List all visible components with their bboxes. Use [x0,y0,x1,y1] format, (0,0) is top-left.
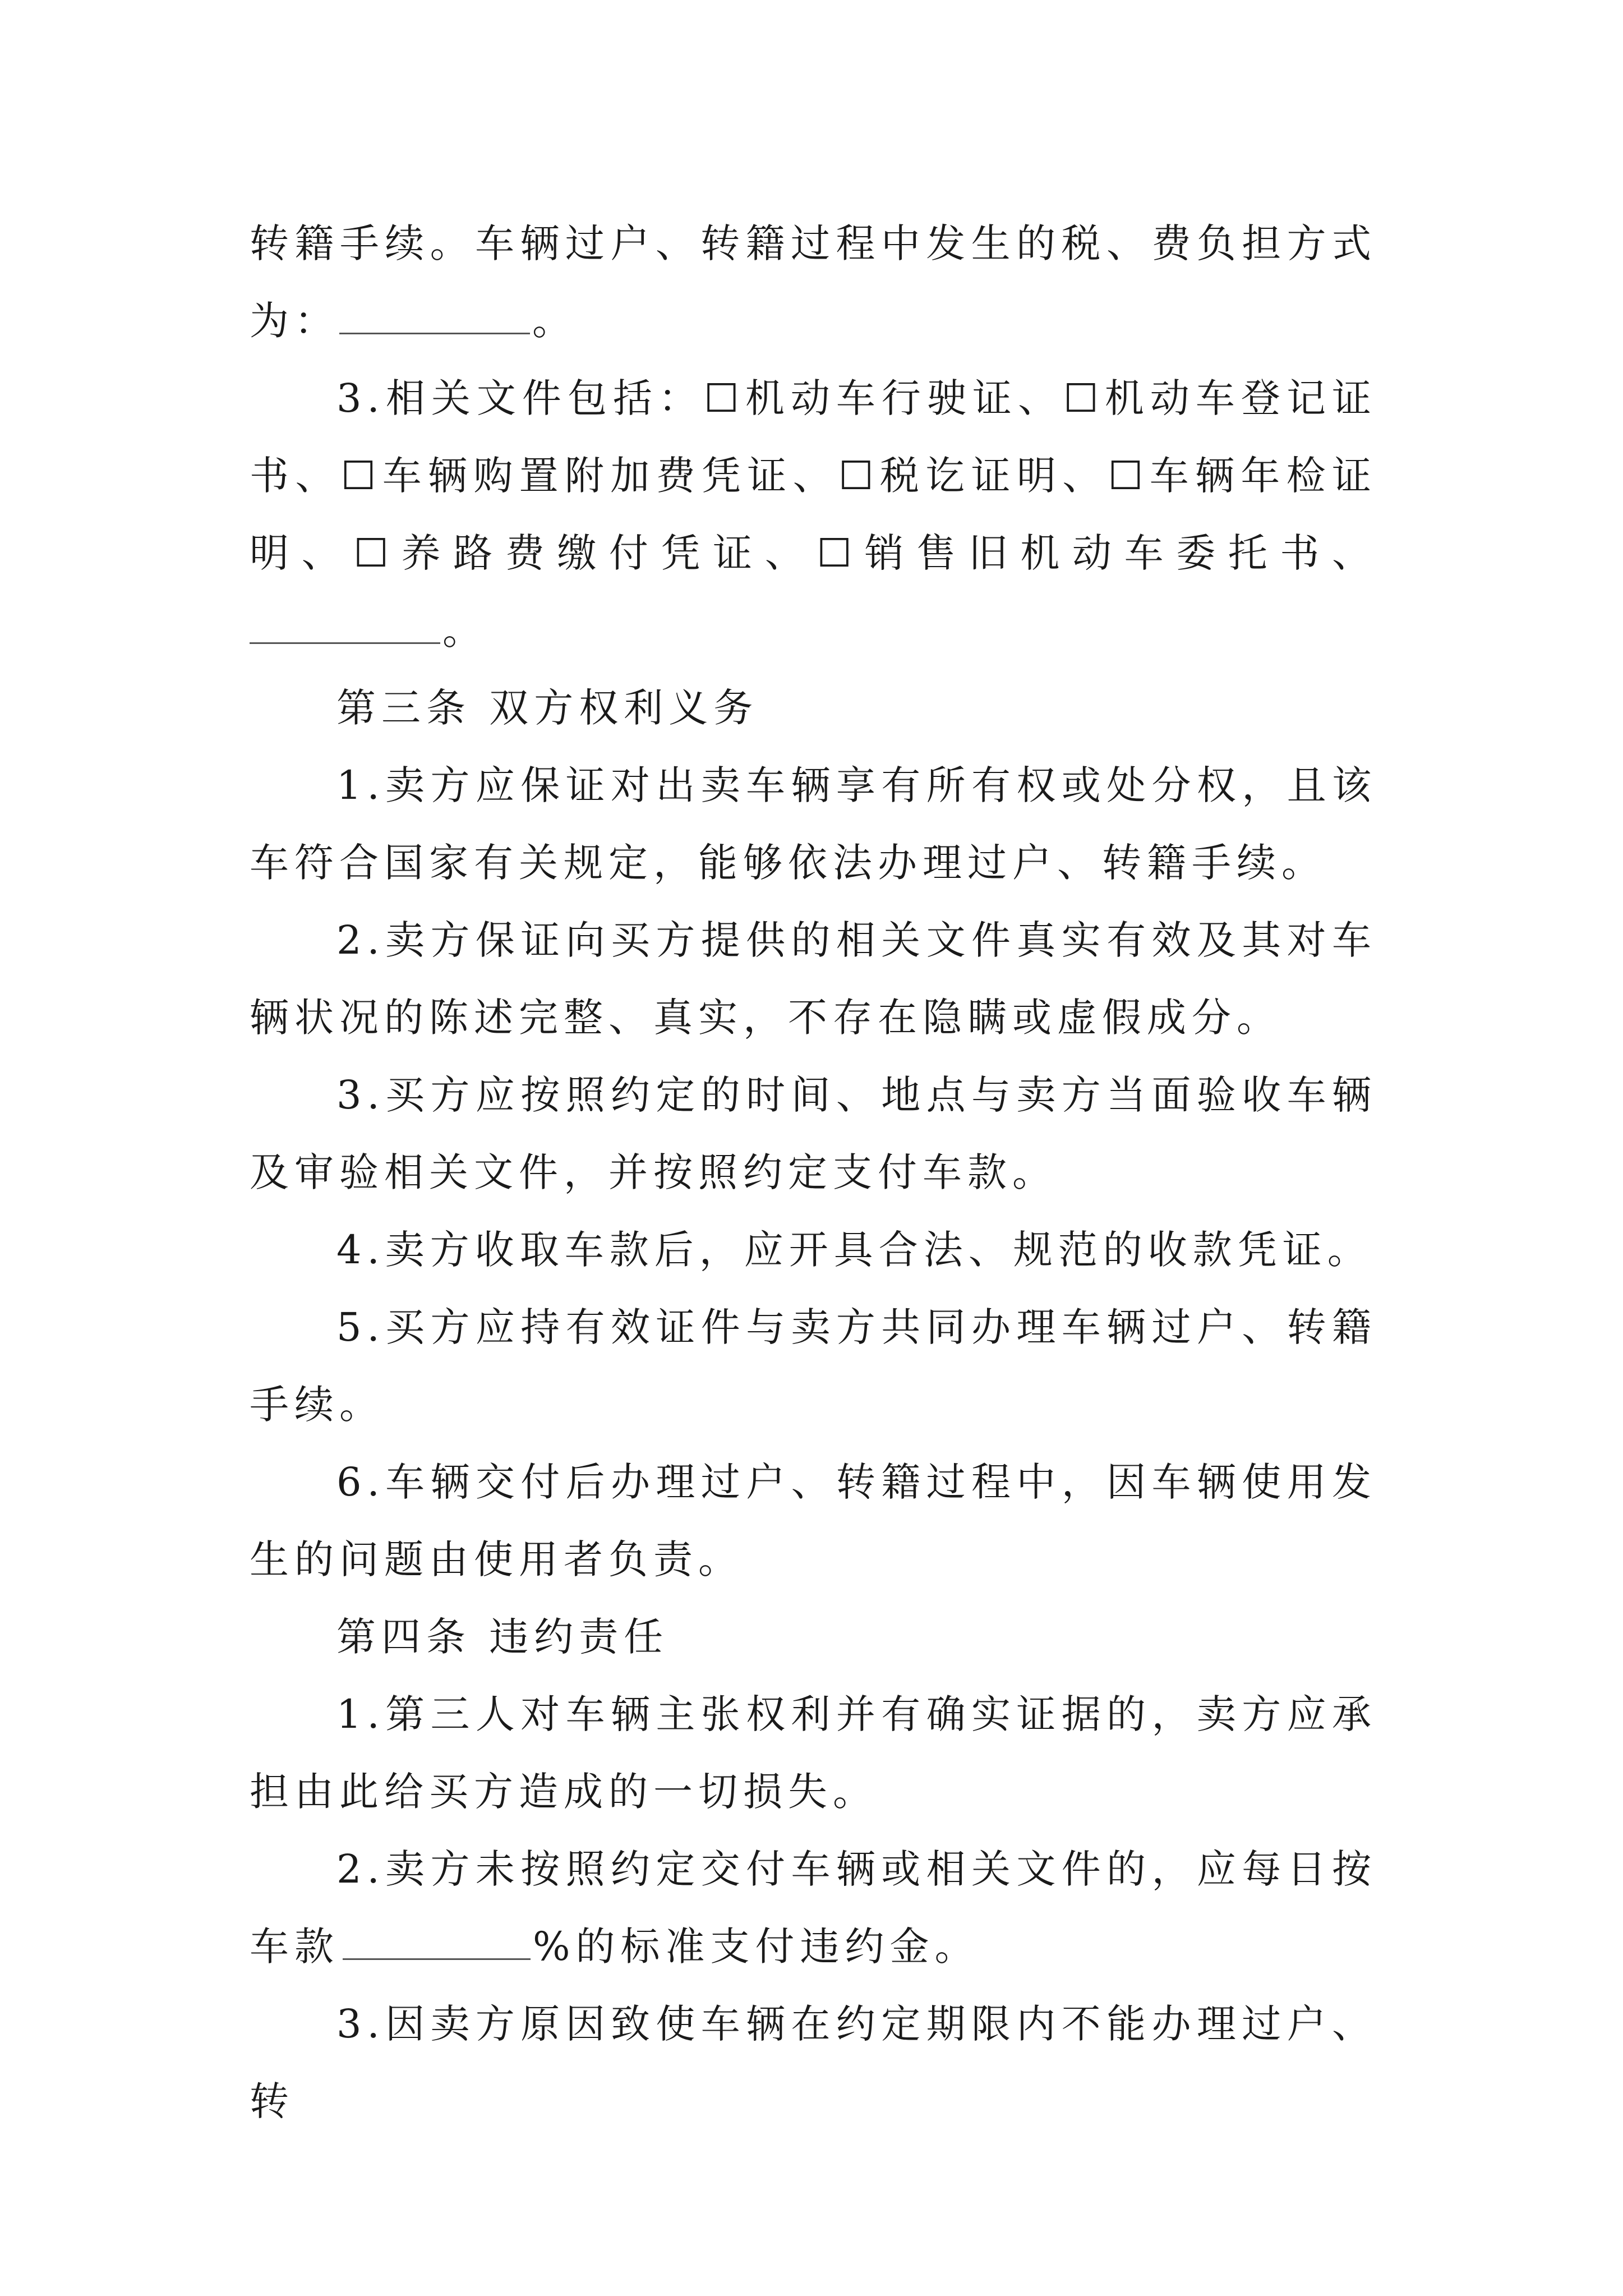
section-heading-liability: 第四条 违约责任 [336,1614,669,1660]
section-heading-rights-obligations: 第三条 双方权利义务 [336,685,759,731]
clause-4-1: 1.第三人对车辆主张权利并有确实证据的，卖方应承担由此给买方造成的一切损失。 [250,1691,1377,1815]
clause-4-2 [250,1830,1377,1985]
clause-4-3: 3.因卖方原因致使车辆在约定期限内不能办理过户、转 [250,2001,1377,2124]
clause-3-2: 2.卖方保证向买方提供的相关文件真实有效及其对车辆状况的陈述完整、真实，不存在隐瞒或虚假成分。 [250,917,1377,1041]
paragraph-text: 。 [442,608,487,654]
clause-3-4: 4.卖方收取车款后，应开具合法、规范的收款凭证。 [336,1227,1372,1273]
paragraph-text: %的标准支付违约金。 [533,1924,980,1970]
penalty-rate-blank[interactable] [343,1927,531,1960]
fill-in-blank[interactable] [339,301,530,334]
contract-body [250,205,1377,2140]
clause-3-1: 1.卖方应保证对出卖车辆享有所有权或处分权，且该车符合国家有关规定，能够依法办理过户、转籍手续。 [250,762,1377,886]
paragraph-text: 。 [532,298,577,344]
clause-3-3: 3.买方应按照约定的时间、地点与卖方当面验收车辆及审验相关文件，并按照约定支付车款。 [250,1072,1377,1195]
paragraph-text: 2.卖方未按照约定交付车辆或相关文件的，应每日按车款 [250,1846,1377,1970]
paragraph-text: 3.相关文件包括：☐机动车行驶证、☐机动车登记证书、☐车辆购置附加费凭证、☐税讫证明、☐车辆年检证明、☐养路费缴付凭证、☐销售旧机动车委托书、 [250,375,1377,576]
paragraph-tax-fee [250,205,1377,360]
clause-3-6: 6.车辆交付后办理过户、转籍过程中，因车辆使用发生的问题由使用者负责。 [250,1459,1377,1582]
paragraph-text: 转籍手续。车辆过户、转籍过程中发生的税、费负担方式为： [250,220,1377,344]
paragraph-related-documents [250,360,1377,669]
clause-3-5: 5.买方应持有效证件与卖方共同办理车辆过户、转籍手续。 [250,1304,1377,1428]
fill-in-blank[interactable] [250,611,440,644]
